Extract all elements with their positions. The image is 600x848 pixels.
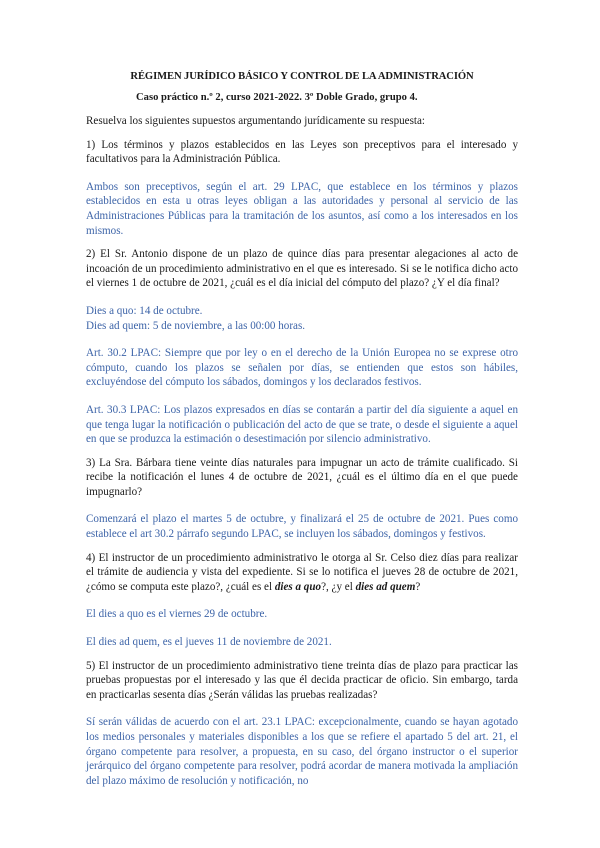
question-1: 1) Los términos y plazos establecidos en las Leyes son preceptivos para el interesado y facultativos para la Administración Pública. [86,138,518,166]
question-4-text-c: ? [415,580,421,593]
document-title: RÉGIMEN JURÍDICO BÁSICO Y CONTROL DE LA ADMINISTRACIÓN [130,71,474,82]
question-2: 2) El Sr. Antonio dispone de un plazo de quince días para presentar alegaciones al acto de incoación de un procedimiento administrativo en el que es interesado. Si se le notifica dicho acto el viernes 1 de octubre de 2021, ¿cuál es el día inicial del cómputo del plazo? ¿Y el día final? [86,248,518,290]
question-4 [86,551,518,595]
question-4-text-a: 4) El instructor de un procedimiento administrativo le otorga al Sr. Celso diez días para realizar el trámite de audiencia y vista del expediente. Si se lo notifica el jueves 28 de octubre de 2021, ¿cómo se computa este plazo?, ¿cuál es el [86,551,518,593]
question-4-term-dies-a-quo: dies a quo [274,580,322,593]
answer-2-dies-ad-quem: Dies ad quem: 5 de noviembre, a las 00:00 horas. [86,319,306,332]
answer-4-dies-a-quo: El dies a quo es el viernes 29 de octubre. [86,608,268,621]
answer-1: Ambos son preceptivos, según el art. 29 LPAC, que establece en los términos y plazos establecidos en esta u otras leyes obligan a las autoridades y personal al servicio de las Administraciones Públicas para la tramitación de los asuntos, así como a los interesados en los mismos. [86,180,518,237]
question-4-text-b: ?, ¿y el [321,580,356,593]
answer-2-art-30-3: Art. 30.3 LPAC: Los plazos expresados en días se contarán a partir del día siguiente a aquel en que tenga lugar la notificación o publicación del acto de que se trate, o desde el siguiente a aquel en que se produzca la estimación o desestimación por silencio administrativo. [86,403,518,446]
document-page [86,70,518,788]
answer-4-dies-ad-quem: El dies ad quem, es el jueves 11 de noviembre de 2021. [86,636,332,649]
answer-5: Sí serán válidas de acuerdo con el art. 23.1 LPAC: excepcionalmente, cuando se hayan agotado los medios personales y materiales disponibles a los que se refiere el apartado 5 del art. 21, el órgano competente para resolver, a propuesta, en su caso, del órgano instructor o el superior jerárquico del órgano competente para resolver, podrá acordar de manera motivada la ampliación del plazo máximo de resolución y notificación, no [86,716,518,787]
answer-2-art-30-2: Art. 30.2 LPAC: Siempre que por ley o en el derecho de la Unión Europea no se exprese otro cómputo, cuando los plazos se señalen por días, se entienden que estos son hábiles, excluyéndose del cómputo los sábados, domingos y los declarados festivos. [86,347,518,389]
question-3: 3) La Sra. Bárbara tiene veinte días naturales para impugnar un acto de trámite cualificado. Si recibe la notificación el lunes 4 de octubre de 2021, ¿cuál es el último día en el que puede impugnarlo? [86,456,518,498]
answer-3: Comenzará el plazo el martes 5 de octubre, y finalizará el 25 de octubre de 2021. Pues como establece el art 30.2 párrafo segundo LPAC, se incluyen los sábados, domingos y festivos. [86,513,518,541]
question-4-term-dies-ad-quem: dies ad quem [355,580,416,593]
question-5: 5) El instructor de un procedimiento administrativo tiene treinta días de plazo para practicar las pruebas propuestas por el interesado y las que él decida practicar de oficio. Sin embargo, tarda en practicarlas sesenta días ¿Serán válidas las pruebas realizadas? [86,659,518,701]
document-subtitle: Caso práctico n.º 2, curso 2021-2022. 3º Doble Grado, grupo 4. [136,92,418,103]
intro-text: Resuelva los siguientes supuestos argumentando jurídicamente su respuesta: [86,115,426,127]
answer-2-dies-a-quo: Dies a quo: 14 de octubre. [86,304,203,317]
